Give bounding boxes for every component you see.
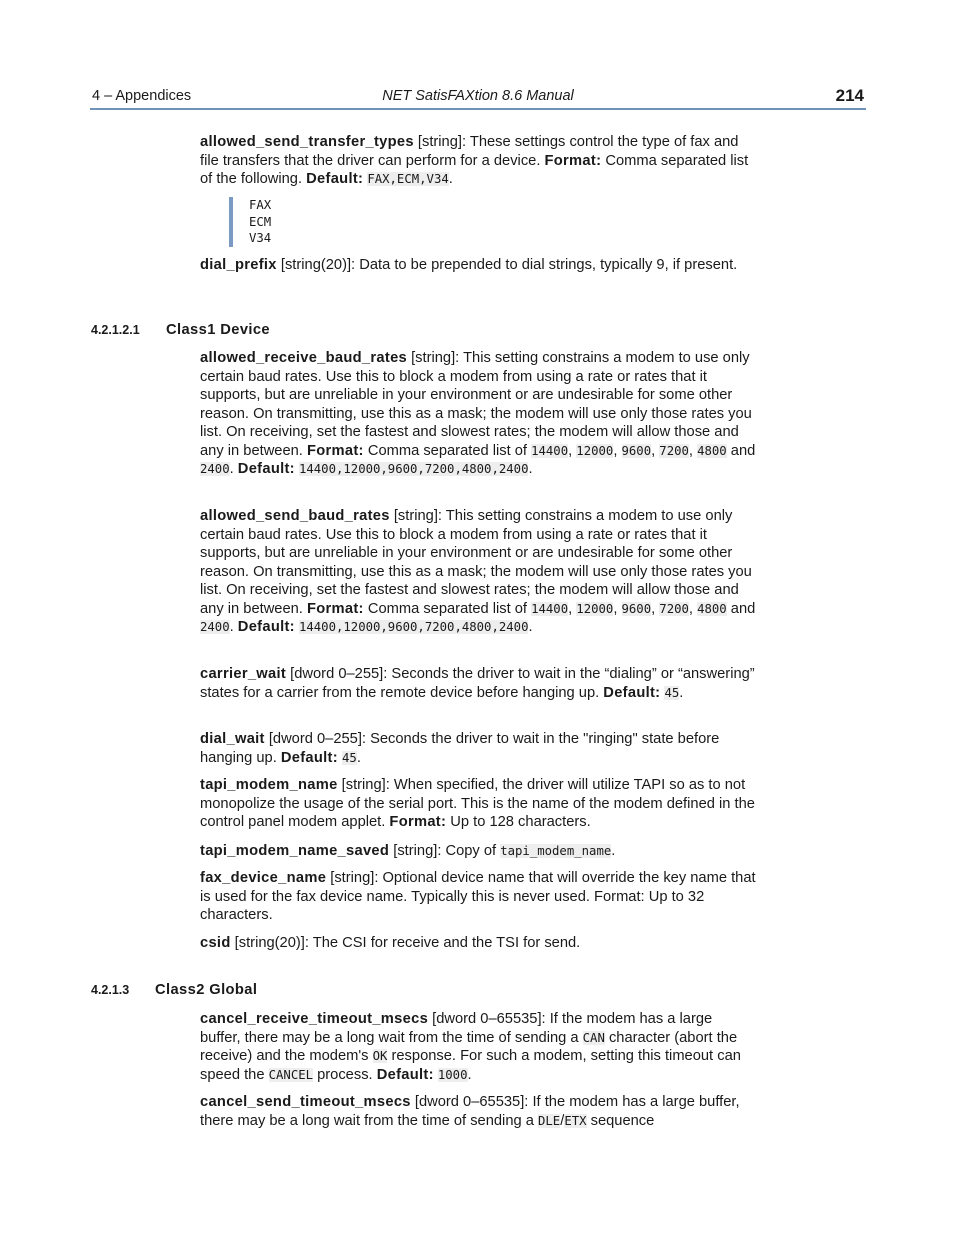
setting-allowed-send-transfer-types: allowed_send_transfer_types [string]: These settings control the type of fax and file transfers that the driver can perform for a device. Format: Comma separated list of the following. Default: FAX,ECM,V34.	[200, 134, 749, 187]
setting-term: cancel_send_timeout_msecs	[200, 1094, 411, 1110]
default-value: 14400,12000,9600,7200,4800,2400	[298, 620, 529, 634]
default-value: FAX,ECM,V34	[367, 172, 449, 186]
setting-term: cancel_receive_timeout_msecs	[200, 1011, 429, 1027]
section-title: Class2 Global	[155, 982, 258, 998]
chapter-label: 4 – Appendices	[92, 88, 192, 104]
page-header	[90, 88, 866, 110]
setting-dial-wait: dial_wait [dword 0–255]: Seconds the driver to wait in the "ringing" state before hanging up. Default: 45.	[200, 731, 720, 766]
code-line: V34	[249, 231, 272, 245]
setting-allowed-send-baud-rates: allowed_send_baud_rates [string]: This setting constrains a modem to use only certain baud rates. Use this to block a modem from using a rate or rates that it supports, but are unreliable in your environment or are undesirable for some other reason. On transmitting, use this as a mask; the modem will use only those rates you list. On receiving, set the fastest and slowest rates; the modem will allow those and any in between. Format: Comma separated list of 14400, 12000, 9600, 7200, 4800 and 2400. Default: 14400,12000,9600,7200,4800,2400.	[200, 508, 756, 635]
page-number: 214	[835, 86, 864, 105]
setting-dial-prefix: dial_prefix [string(20)]: Data to be prepended to dial strings, typically 9, if present.	[200, 257, 738, 273]
setting-cancel-send-timeout: cancel_send_timeout_msecs [dword 0–65535]: If the modem has a large buffer, there may be a long wait from the time of sending a DLE/ETX sequence	[200, 1094, 740, 1129]
setting-term: tapi_modem_name	[200, 777, 338, 793]
setting-term: tapi_modem_name_saved	[200, 843, 390, 859]
section-number: 4.2.1.2.1	[91, 323, 140, 337]
setting-term: allowed_send_transfer_types	[200, 134, 414, 150]
section-title: Class1 Device	[166, 322, 271, 338]
setting-term: dial_wait	[200, 731, 265, 747]
setting-csid: csid [string(20)]: The CSI for receive and the TSI for send.	[200, 935, 581, 951]
setting-fax-device-name: fax_device_name [string]: Optional device name that will override the key name that is used for the fax device name. Typically this is never used. Format: Up to 32 characters.	[200, 870, 756, 923]
manual-title: NET SatisFAXtion 8.6 Manual	[382, 88, 574, 104]
code-line: FAX	[249, 198, 272, 212]
code-line: ECM	[249, 214, 272, 229]
section-heading-class1-device	[91, 322, 270, 338]
default-value: 45	[664, 685, 680, 700]
default-value: 45	[342, 750, 357, 765]
setting-carrier-wait: carrier_wait [dword 0–255]: Seconds the driver to wait in the “dialing” or “answering” states for a carrier from the remote device before hanging up. Default: 45.	[200, 666, 755, 701]
setting-term: dial_prefix	[200, 257, 277, 273]
setting-term: csid	[200, 935, 231, 951]
setting-term: allowed_send_baud_rates	[200, 508, 390, 524]
default-value: 14400,12000,9600,7200,4800,2400	[298, 462, 529, 476]
setting-term: carrier_wait	[200, 666, 287, 682]
code-block	[229, 197, 369, 247]
setting-allowed-receive-baud-rates: allowed_receive_baud_rates [string]: This setting constrains a modem to use only certain baud rates. Use this to block a modem from using a rate or rates that it supports, but are unreliable in your environment or are undesirable for some other reason. On transmitting, use this as a mask; the modem will use only those rates you list. On receiving, set the fastest and slowest rates; the modem will allow those and any in between. Format: Comma separated list of 14400, 12000, 9600, 7200, 4800 and 2400. Default: 14400,12000,9600,7200,4800,2400.	[200, 350, 756, 477]
setting-cancel-receive-timeout: cancel_receive_timeout_msecs [dword 0–65535]: If the modem has a large buffer, there may be a long wait from the time of sending a CAN character (abort the receive) and the modem's OK response. For such a modem, setting this timeout can speed the CANCEL process. Default: 1000.	[200, 1011, 741, 1083]
setting-tapi-modem-name-saved: tapi_modem_name_saved [string]: Copy of tapi_modem_name.	[200, 843, 616, 859]
setting-term: fax_device_name	[200, 870, 327, 886]
section-heading-class2-global	[91, 982, 257, 998]
setting-tapi-modem-name: tapi_modem_name [string]: When specified, the driver will utilize TAPI so as to not monopolize the usage of the serial port. This is the name of the modem defined in the control panel modem applet. Format: Up to 128 characters.	[200, 777, 755, 830]
default-value: 1000	[437, 1067, 468, 1082]
section-number: 4.2.1.3	[91, 983, 130, 997]
setting-term: allowed_receive_baud_rates	[200, 350, 408, 366]
